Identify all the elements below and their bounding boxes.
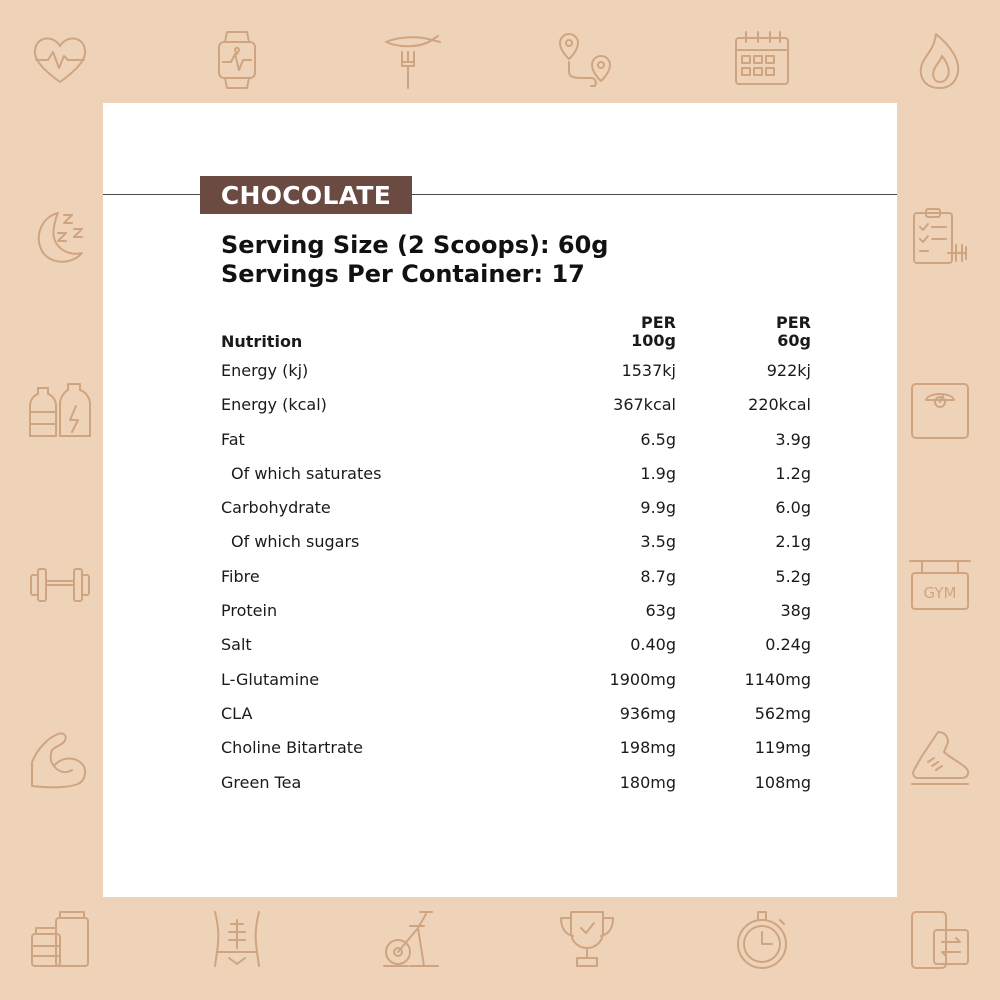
value-per-60g: 1140mg [744,669,811,689]
heart-rate-icon [28,28,92,92]
value-per-100g: 936mg [619,703,676,723]
water-bottles-icon [28,378,92,442]
table-row [221,389,811,423]
table-row [221,424,811,458]
nutrient-name: Fat [221,429,245,449]
scale-icon [908,378,972,442]
table-body [221,355,811,801]
nutrient-name: Green Tea [221,772,302,792]
flavor-badge: CHOCOLATE [200,176,412,214]
nutrition-table [221,311,811,801]
table-row [221,664,811,698]
per-60g-header [691,314,811,350]
value-per-100g: 6.5g [640,429,676,449]
table-row [221,355,811,389]
value-per-60g: 1.2g [775,463,811,483]
workout-clipboard-icon [908,205,972,269]
stopwatch-icon [730,908,794,972]
nutrient-name: Energy (kcal) [221,395,327,415]
value-per-100g: 9.9g [640,498,676,518]
value-per-60g: 5.2g [775,566,811,586]
sleep-moon-icon [28,205,92,269]
per-100g-header [556,314,676,350]
value-per-100g: 0.40g [630,635,676,655]
nutrient-name: Of which saturates [231,463,382,483]
table-row [221,629,811,663]
nutrient-name: Protein [221,601,278,621]
value-per-100g: 198mg [619,738,676,758]
table-header [221,311,811,355]
value-per-100g: 367kcal [613,395,676,415]
value-per-100g: 1537kj [621,361,676,380]
table-row [221,492,811,526]
per-100g-header-line2: 100g [631,331,676,350]
nutrition-header: Nutrition [221,332,303,351]
table-row [221,698,811,732]
per-100g-header-line1: PER [641,313,676,332]
dumbbell-icon [28,553,92,617]
smartwatch-icon [205,28,269,92]
value-per-100g: 1900mg [609,669,676,689]
value-per-60g: 2.1g [775,532,811,552]
trophy-icon [555,908,619,972]
flexed-arm-icon [28,728,92,792]
gym-sign-icon [908,553,972,617]
running-shoe-icon [908,728,972,792]
value-per-100g: 8.7g [640,566,676,586]
flame-icon [908,28,972,92]
value-per-60g: 562mg [754,703,811,723]
serving-size: Serving Size (2 Scoops): 60g [221,231,609,259]
nutrient-name: L-Glutamine [221,669,320,689]
value-per-60g: 0.24g [765,635,811,655]
nutrient-name: Salt [221,635,252,655]
value-per-100g: 63g [645,601,676,621]
table-row [221,595,811,629]
value-per-60g: 3.9g [775,429,811,449]
gym-sign-text: GYM [923,584,957,602]
value-per-60g: 220kcal [748,395,811,415]
abs-torso-icon [205,908,269,972]
table-row [221,767,811,801]
nutrient-name: Of which sugars [231,532,360,552]
table-row [221,526,811,560]
value-per-100g: 1.9g [640,463,676,483]
nutrient-name: Carbohydrate [221,498,331,518]
table-row [221,458,811,492]
value-per-60g: 38g [780,601,811,621]
per-60g-header-line2: 60g [777,331,811,350]
nutrient-name: Fibre [221,566,260,586]
serving-info [221,231,608,289]
value-per-100g: 180mg [619,772,676,792]
calendar-icon [730,28,794,92]
supplement-jars-icon [28,908,92,972]
table-row [221,732,811,766]
per-60g-header-line1: PER [776,313,811,332]
servings-per-container: Servings Per Container: 17 [221,260,585,288]
value-per-60g: 119mg [754,738,811,758]
phone-sync-icon [908,908,972,972]
value-per-60g: 922kj [766,361,811,380]
nutrition-label-card [103,103,897,897]
table-row [221,561,811,595]
nutrient-name: Choline Bitartrate [221,738,363,758]
value-per-100g: 3.5g [640,532,676,552]
value-per-60g: 6.0g [775,498,811,518]
value-per-60g: 108mg [754,772,811,792]
exercise-bike-icon [380,908,444,972]
nutrient-name: Energy (kj) [221,361,309,380]
carrot-fork-icon [380,28,444,92]
route-map-icon [555,28,619,92]
nutrient-name: CLA [221,703,253,723]
